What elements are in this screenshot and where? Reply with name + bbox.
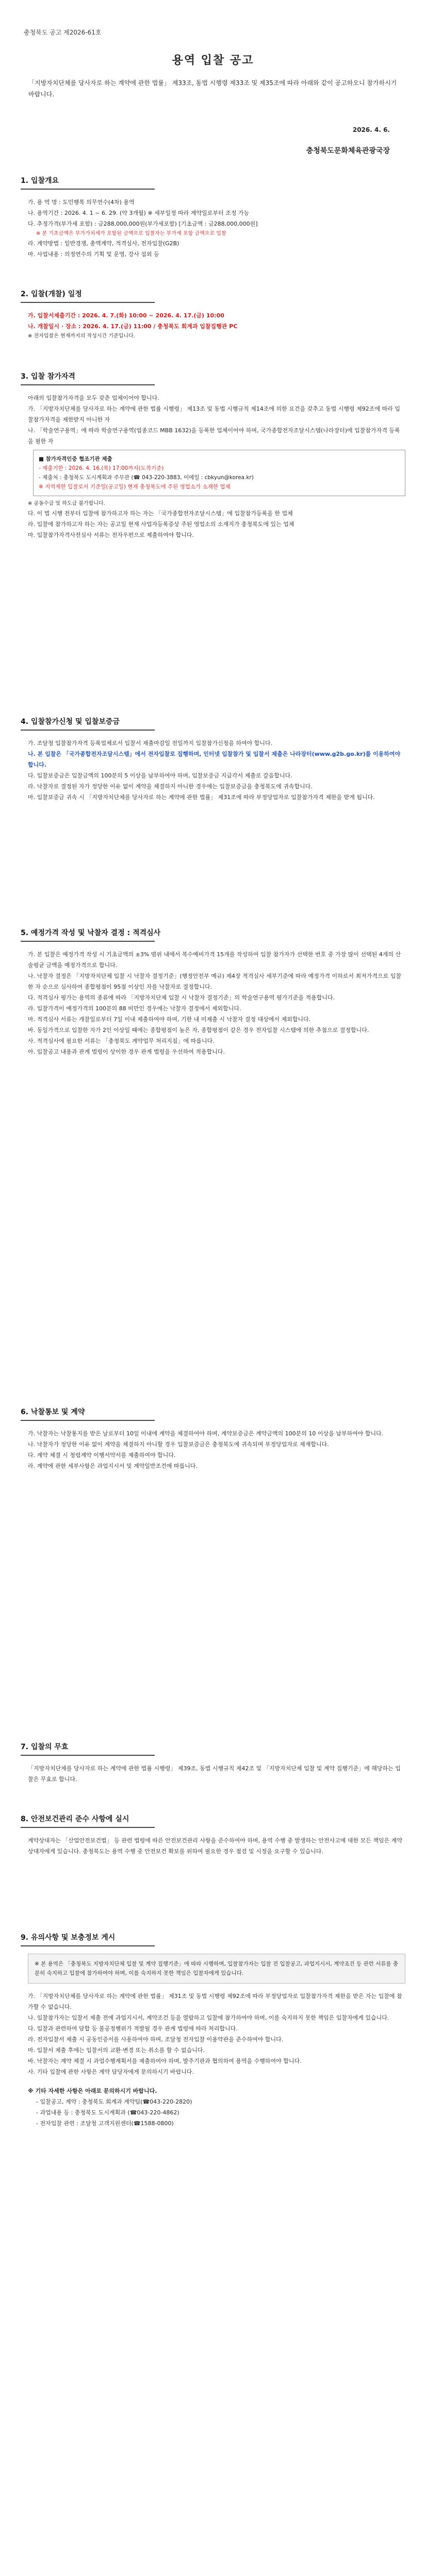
line: 마. 적격심사 서류는 개찰일로부터 7일 이내 제출하여야 하며, 기한 내 미제출 시 낙찰자 결정 대상에서 제외합니다. [28, 1016, 311, 1023]
section-title: 2. 입찰(개찰) 일정 [21, 290, 82, 298]
line: 나. 낙찰자가 정당한 이유 없이 계약을 체결하지 아니할 경우 입찰보증금은 충청북도에 귀속되며 부정당업자로 제재합니다. [28, 1441, 329, 1448]
divider [21, 1420, 155, 1421]
line: 다. 적격심사 평가는 용역의 종류에 따라 「지방자치단체 입찰 시 낙찰자 결정기준」의 학술연구용역 평가기준을 적용합니다. [28, 994, 335, 1001]
section-safety [21, 1814, 405, 1857]
line: 다. 입찰보증금은 입찰금액의 100분의 5 이상을 납부하여야 하며, 입찰보증금 지급각서 제출로 갈음합니다. [28, 772, 292, 779]
divider [21, 730, 155, 731]
section-price-and-award [21, 927, 405, 1057]
section-invalid-bids [21, 1741, 405, 1785]
section-overview [21, 175, 405, 260]
line: 다. 계약 체결 시 청렴계약 이행서약서를 제출하여야 합니다. [28, 1452, 176, 1459]
line: 라. 계약방법 : 일반경쟁, 총액계약, 적격심사, 전자입찰(G2B) [28, 240, 179, 247]
contact-line: - 입찰공고, 계약 : 충청북도 회계과 계약팀(☎043-220-2820) [36, 2098, 192, 2105]
divider [21, 384, 155, 385]
contact-line: - 과업내용 등 : 충청북도 도시계획과 (☎043-220-4862) [36, 2109, 179, 2116]
line: 나. 개찰일시 · 장소 : 2026. 4. 17.(금) 11:00 / 충청북도 회계과 입찰집행관 PC [28, 323, 238, 330]
box-line: - 제출기한 : 2026. 4. 16.(목) 17:00까지(도착기준) [39, 465, 164, 471]
divider [21, 1827, 155, 1828]
divider [21, 302, 155, 303]
page-title: 용역 입찰 공고 [172, 54, 254, 67]
divider [21, 1945, 155, 1946]
issuing-organization: 충청북도문화체육관광국장 [306, 147, 390, 155]
divider [21, 189, 155, 190]
section-title: 6. 낙찰통보 및 계약 [21, 1408, 85, 1416]
box-line: ■ 참가자격인증 협조기관 제출 [39, 456, 112, 462]
line: 마. 입찰보증금 귀속 시 「지방자치단체를 당사자로 하는 계약에 관한 법률」 제31조에 따라 부정당업자로 입찰참가자격 제한을 받게 됩니다. [28, 794, 375, 801]
divider [21, 1755, 155, 1756]
line: 나. 「학술연구용역」에 따라 학술연구용역(업종코드 MBB 1632)을 등록한 업체이어야 하며, 국가종합전자조달시스템(나라장터)에 입찰참가자격 등록을 필한 자 [28, 427, 400, 445]
line: 라. 입찰가격이 예정가격의 100분의 88 미만인 경우에는 낙찰자 결정에서 제외합니다. [28, 1005, 241, 1012]
notice-box: ※ 본 용역은 「충청북도 지방자치단체 입찰 및 계약 집행기준」에 따라 시행하며, 입찰참가자는 입찰 전 입찰공고, 과업지시서, 계약조건 등 관련 서류를 충분히 숙지하고 입찰에 참가하여야 하며, 이를 숙지하지 못한 책임은 입찰자에게 있습니다. [28, 1954, 405, 1984]
section-title: 7. 입찰의 무효 [21, 1743, 69, 1751]
line: 나. 낙찰자 결정은 「지방자치단체 입찰 시 낙찰자 결정기준」(행정안전부 예규) 제4장 적격심사 세부기준에 따라 예정가격 이하로서 최저가격으로 입찰한 자 순으로 심사하여 종합평점이 95점 이상인 자를 낙찰자로 결정합니다. [28, 973, 401, 990]
line: 마. 입찰참가자격사전심사 서류는 전자우편으로 제출하여야 합니다. [28, 532, 194, 538]
contacts-lead: ※ 기타 자세한 사항은 아래로 문의하시기 바랍니다. [28, 2088, 157, 2094]
divider [21, 941, 155, 942]
line: 아. 입찰공고 내용과 관계 법령이 상이한 경우 관계 법령을 우선하여 적용합니다. [28, 1048, 225, 1055]
line: 아래의 입찰참가자격을 모두 갖춘 업체이어야 합니다. [28, 395, 159, 401]
line: 라. 낙찰자로 결정된 자가 정당한 이유 없이 계약을 체결하지 아니한 경우에는 입찰보증금을 충청북도에 귀속합니다. [28, 783, 313, 790]
note: ※ 전자입찰은 현재까지의 작성시간 기준입니다. [28, 333, 135, 339]
line: 가. 「지방자치단체를 당사자로 하는 계약에 관한 법률 시행령」 제13조 및 동법 시행규칙 제14조에 의한 요건을 갖추고 동법 시행령 제92조에 따라 입찰참가자격을 제한받지 아니한 자 [28, 405, 400, 423]
line: 바. 동일가격으로 입찰한 자가 2인 이상일 때에는 종합평점이 높은 자, 종합평점이 같은 경우 전자입찰 시스템에 의한 추첨으로 결정합니다. [28, 1027, 369, 1033]
section-title: 4. 입찰참가신청 및 입찰보증금 [21, 718, 120, 726]
note: ※ 공동수급 및 하도급 불가합니다. [28, 501, 105, 506]
section-title: 1. 입찰개요 [21, 177, 59, 185]
section-schedule [21, 289, 405, 341]
line: 라. 입찰에 참가하고자 하는 자는 공고일 현재 사업자등록증상 주된 영업소의 소재지가 충청북도에 있는 업체 [28, 521, 294, 528]
line: 마. 입찰서 제출 후에는 입찰서의 교환·변경 또는 취소를 할 수 없습니다. [28, 2047, 205, 2054]
line: 마. 사업내용 : 의정연수의 기획 및 운영, 강사 섭외 등 [28, 251, 159, 258]
line: 다. 이 법 시행 전부터 입찰에 참가하고자 하는 자는 「국가종합전자조달시스템」에 입찰참가등록을 한 업체 [28, 510, 293, 517]
section-title: 9. 유의사항 및 보충정보 게시 [21, 1934, 116, 1942]
section-notes [21, 1932, 405, 2129]
line: 가. 조달청 입찰참가자격 등록업체로서 입찰서 제출마감일 전일까지 입찰참가신청을 하여야 합니다. [28, 740, 273, 747]
line: 가. 「지방자치단체를 당사자로 하는 계약에 관한 법률」 제31조 및 동법 시행령 제92조에 따라 부정당업자로 입찰참가자격 제한을 받은 자는 입찰에 참가할 수 없습니다. [28, 1993, 402, 2010]
section-title: 5. 예정가격 작성 및 낙찰자 결정 : 적격심사 [21, 929, 161, 937]
notice-date: 2026. 4. 6. [352, 126, 390, 133]
note: ※ 본 기초금액은 부가가치세가 포함된 금액으로 입찰자는 부가세 포함 금액으로 입찰 [36, 231, 226, 236]
line: 사. 기타 입찰에 관한 사항은 계약 담당자에게 문의하시기 바랍니다. [28, 2069, 194, 2075]
notice-number: 충청북도 공고 제2026-61호 [24, 29, 102, 36]
line: 나. 용역기간 : 2026. 4. 1 ~ 6. 29. (약 3개월) ※ 세부일정 따라 계약일로부터 조정 가능 [28, 210, 250, 216]
line: 「지방자치단체를 당사자로 하는 계약에 관한 법률 시행령」 제39조, 동법 시행규칙 제42조 및 「지방자치단체 입찰 및 계약 집행기준」에 해당하는 입찰은 무효로 합니다. [28, 1765, 401, 1783]
section-title: 3. 입찰 참가자격 [21, 372, 75, 381]
line: 라. 전자입찰서 제출 시 공동인증서를 사용하여야 하며, 조달청 전자입찰 이용약관을 준수하여야 합니다. [28, 2036, 284, 2043]
line: 가. 낙찰자는 낙찰통지를 받은 날로부터 10일 이내에 계약을 체결하여야 하며, 계약보증금은 계약금액의 100분의 10 이상을 납부하여야 합니다. [28, 1430, 384, 1437]
line: 나. 본 입찰은 「국가종합전자조달시스템」에서 전자입찰로 집행하며, 인터넷 입찰참가 및 입찰서 제출은 나라장터(www.g2b.go.kr)를 이용하여야 합니다. [28, 751, 401, 768]
line: 가. 용 역 명 : 도민행복 의무연수(4차) 용역 [28, 199, 135, 206]
line: 계약상대자는 「산업안전보건법」 등 관련 법령에 따른 안전보건관리 사항을 준수하여야 하며, 용역 수행 중 발생하는 안전사고에 대한 모든 책임은 계약상대자에게 있습니다. 충청북도는 용역 수행 중 안전보건 확보를 위하여 필요한 경우 점검 및 시정을 요구할 수 있습니다. [28, 1837, 402, 1855]
line: 바. 낙찰자는 계약 체결 시 과업수행계획서를 제출하여야 하며, 발주기관과 협의하여 용역을 수행하여야 합니다. [28, 2058, 302, 2064]
line: 사. 적격심사에 필요한 서류는 「충청북도 계약업무 처리지침」에 따릅니다. [28, 1038, 215, 1044]
contact-line: - 전자입찰 관련 : 조달청 고객지원센터(☎1588-0800) [36, 2120, 174, 2127]
line: 다. 추정가격(부가세 포함) : 금288,000,000원(부가세포함) [기초금액 : 금288,000,000원] [28, 221, 258, 227]
line: 다. 입찰과 관련하여 담합 등 불공정행위가 적발될 경우 관계 법령에 따라 처리합니다. [28, 2025, 238, 2032]
box-line: - 제출처 : 충청북도 도시계획과 주무관 (☎ 043-220-3883, 이메일 : cbkyun@korea.kr) [39, 474, 254, 481]
line: 라. 계약에 관한 세부사항은 과업지시서 및 계약일반조건에 따릅니다. [28, 1463, 198, 1469]
section-contract [21, 1406, 405, 1471]
line: 가. 입찰서제출기간 : 2026. 4. 7.(화) 10:00 ~ 2026. 4. 17.(금) 10:00 [28, 312, 224, 319]
line: 가. 본 입찰은 예정가격 작성 시 기초금액의 ±3% 범위 내에서 복수예비가격 15개를 작성하여 입찰 참가자가 선택한 번호 중 가장 많이 선택된 4개의 산술평균 금액을 예정가격으로 합니다. [28, 951, 401, 969]
intro-paragraph: 「지방자치단체를 당사자로 하는 계약에 관한 법률」 제33조, 동법 시행령 제33조 및 제35조에 따라 아래와 같이 공고하오니 참가하시기 바랍니다. [28, 79, 397, 98]
line: 나. 입찰참가자는 입찰서 제출 전에 과업지시서, 계약조건 등을 열람하고 입찰에 참가하여야 하며, 이를 숙지하지 못한 책임은 입찰자에게 있습니다. [28, 2014, 389, 2021]
section-eligibility [21, 371, 405, 540]
section-title: 8. 안전보건관리 준수 사항에 실시 [21, 1815, 129, 1823]
section-participation [21, 716, 405, 803]
requirements-box [33, 450, 405, 496]
box-line: ※ 지역제한 입찰로서 기준일(공고일) 현재 충청북도에 주된 영업소가 소재한 업체 [39, 484, 231, 490]
